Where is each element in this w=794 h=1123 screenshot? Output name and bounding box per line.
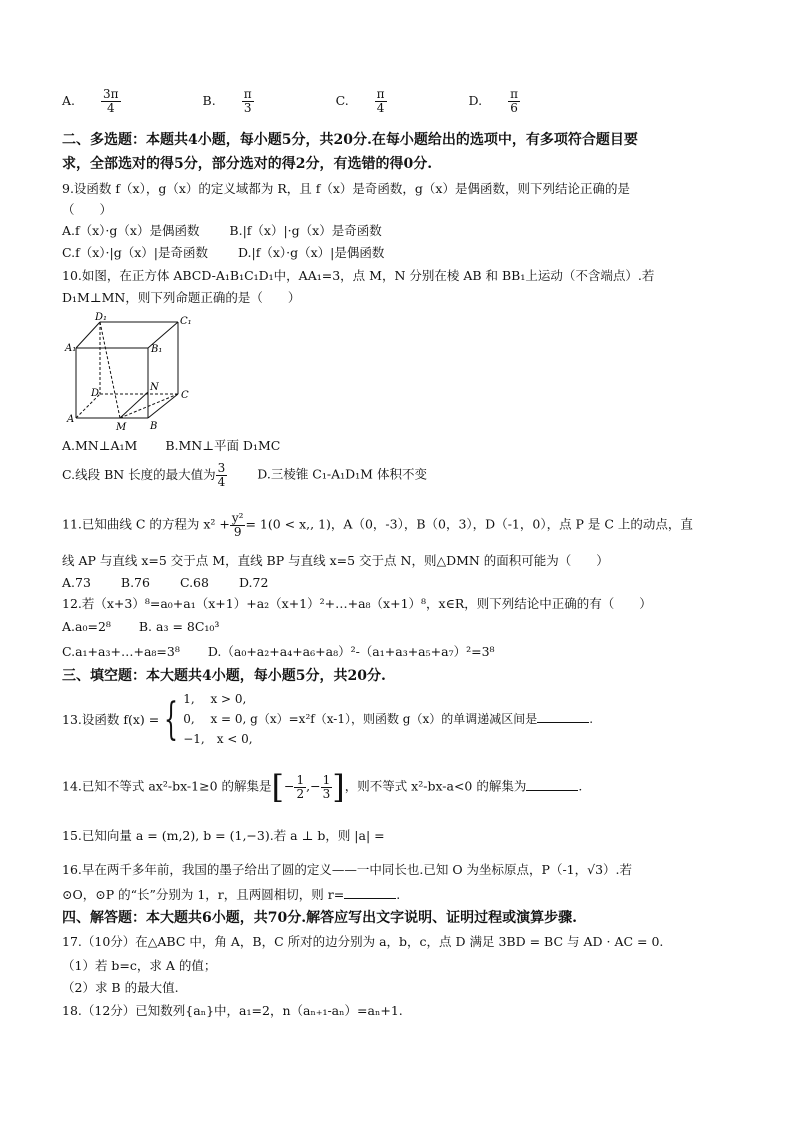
q12-option-b: B. a₃ = 8C₁₀³ (138, 619, 220, 634)
edge-a1d1 (76, 322, 100, 348)
q12-option-c: C.a₁+a₃+…+a₈=3⁸ (62, 644, 180, 659)
q9-options-ab (62, 223, 382, 238)
section-2-heading-line1: 二、多选题：本题共4小题，每小题5分，共20分.在每小题给出的选项中，有多项符合题目要 (62, 132, 638, 148)
q9-option-d: D.|f（x）·g（x）|是偶函数 (237, 245, 385, 260)
edge-bc (148, 394, 178, 418)
q13-answer-blank[interactable] (537, 710, 589, 723)
q12-options-cd (62, 644, 495, 659)
q13-stem: 13.设函数 f(x) = { 1, x > 0, 0, x = 0, g（x）=x²f（x-1），则函数 g（x）的单调递减区间是 . −1, x < 0, (62, 692, 594, 746)
q17-part1: （1）若 b=c，求 A 的值； (62, 958, 217, 973)
cube-figure (62, 312, 202, 432)
q10-option-a: A.MN⊥A₁M (62, 438, 138, 453)
q10-stem-line2: D₁M⊥MN，则下列命题正确的是（ ） (62, 290, 301, 305)
q10-option-b: B.MN⊥平面 D₁MC (165, 438, 281, 453)
section-3-heading: 三、填空题：本大题共4小题，每小题5分，共20分. (62, 668, 386, 684)
q11-stem-line2: 线 AP 与直线 x=5 交于点 M，直线 BP 与直线 x=5 交于点 N，则△DMN 的面积可能为（ ） (62, 553, 609, 568)
q10-options-cd (62, 462, 427, 488)
q8-option-d: D. $\frac{\pi}{6}$ (468, 87, 518, 115)
segment-mc-hidden (120, 394, 178, 418)
q12-stem: 12.若（x+3）⁸=a₀+a₁（x+1）+a₂（x+1）²+…+a₈（x+1）⁸，x∈R，则下列结论中正确的有（ ） (62, 596, 652, 611)
q11-option-c: C.68 (179, 575, 209, 590)
segment-d1m-hidden (100, 322, 120, 418)
q16-stem-line2: ⊙O，⊙P 的“长”分别为 1，r，且两圆相切，则 r= . (62, 887, 401, 902)
q17-part2: （2）求 B 的最大值. (62, 980, 179, 995)
section-4-heading: 四、解答题：本大题共6小题，共70分.解答应写出文字说明、证明过程或演算步骤. (62, 910, 577, 926)
label-b: B (150, 421, 158, 432)
label-b1: B₁ (151, 344, 163, 355)
section-2-heading-line2: 求，全部选对的得5分，部分选对的得2分，有选错的得0分. (62, 156, 433, 172)
label-n: N (150, 382, 159, 393)
q9-stem: 9.设函数 f（x），g（x）的定义域都为 R，且 f（x）是奇函数，g（x）是偶函数，则下列结论正确的是 (62, 181, 630, 196)
q10-options-ab (62, 438, 280, 453)
q8-option-c: C. $\frac{\pi}{4}$ (335, 87, 385, 115)
q14-answer-blank[interactable] (526, 778, 578, 791)
q8-option-b: B. $\frac{\pi}{3}$ (202, 87, 252, 115)
q11-option-b: B.76 (120, 575, 150, 590)
label-d: D (91, 388, 100, 399)
label-a1: A₁ (65, 343, 77, 354)
q11-option-d: D.72 (238, 575, 269, 590)
q11-options (62, 575, 294, 590)
q10-option-c: C.线段 BN 长度的最大值为 $\frac{3}{4}$ (62, 461, 226, 489)
q8-options (62, 88, 598, 114)
label-d1: D₁ (95, 312, 108, 323)
q12-option-d: D.（a₀+a₂+a₄+a₆+a₈）²-（a₁+a₃+a₅+a₇）²=3⁸ (207, 644, 495, 659)
q17-stem: 17.（10分）在△ABC 中，角 A，B，C 所对的边分别为 a，b，c，点 D 满足 3BD = BC 与 AD · AC = 0. (62, 934, 664, 949)
label-a: A (67, 414, 75, 425)
q14-stem: 14.已知不等式 ax²-bx-1≥0 的解集是[− $\frac{1}{2}$ ,− $\frac{1}{3}$ ]，则不等式 x²-bx-a<0 的解集为 . (62, 768, 583, 806)
q9-option-b: B.|f（x）|·g（x）是奇函数 (229, 223, 382, 238)
q11-option-a: A.73 (62, 575, 91, 590)
q9-options-cd (62, 245, 384, 260)
q8-option-a: A. $\frac{3\pi}{4}$ (62, 87, 119, 115)
q9-option-a: A.f（x）·g（x）是偶函数 (62, 223, 200, 238)
label-c1: C₁ (180, 316, 192, 327)
q18-stem: 18.（12分）已知数列{aₙ}中，a₁=2，n（aₙ₊₁-aₙ）=aₙ+1. (62, 1003, 403, 1018)
q11-stem-line1: 11.已知曲线 C 的方程为 x² + $\frac{\text{y²}}{9}$ = 1(0 < x,, 1)，A（0，-3），B（0，3），D（-1，0），点 P 是 C 上的动点，直 (62, 511, 693, 539)
q9-option-c: C.f（x）·|g（x）|是奇函数 (62, 245, 208, 260)
q10-stem-line1: 10.如图，在正方体 ABCD-A₁B₁C₁D₁中，AA₁=3，点 M，N 分别在棱 AB 和 BB₁上运动（不含端点）.若 (62, 268, 655, 283)
label-m: M (116, 422, 127, 432)
q16-stem-line1: 16.早在两千多年前，我国的墨子给出了圆的定义——一中同长也.已知 O 为坐标原点，P（-1，√3）.若 (62, 862, 633, 877)
q10-option-d: D.三棱锥 C₁-A₁D₁M 体积不变 (257, 466, 427, 482)
q12-option-a: A.a₀=2⁸ (62, 619, 111, 634)
q12-options-ab (62, 619, 219, 634)
q16-answer-blank[interactable] (344, 886, 396, 899)
q15-stem: 15.已知向量 a = (m,2), b = (1,−3).若 a ⊥ b，则 |a| = (62, 828, 385, 843)
q9-paren: （ ） (62, 202, 113, 217)
label-c: C (181, 390, 189, 401)
segment-mn (120, 392, 148, 418)
